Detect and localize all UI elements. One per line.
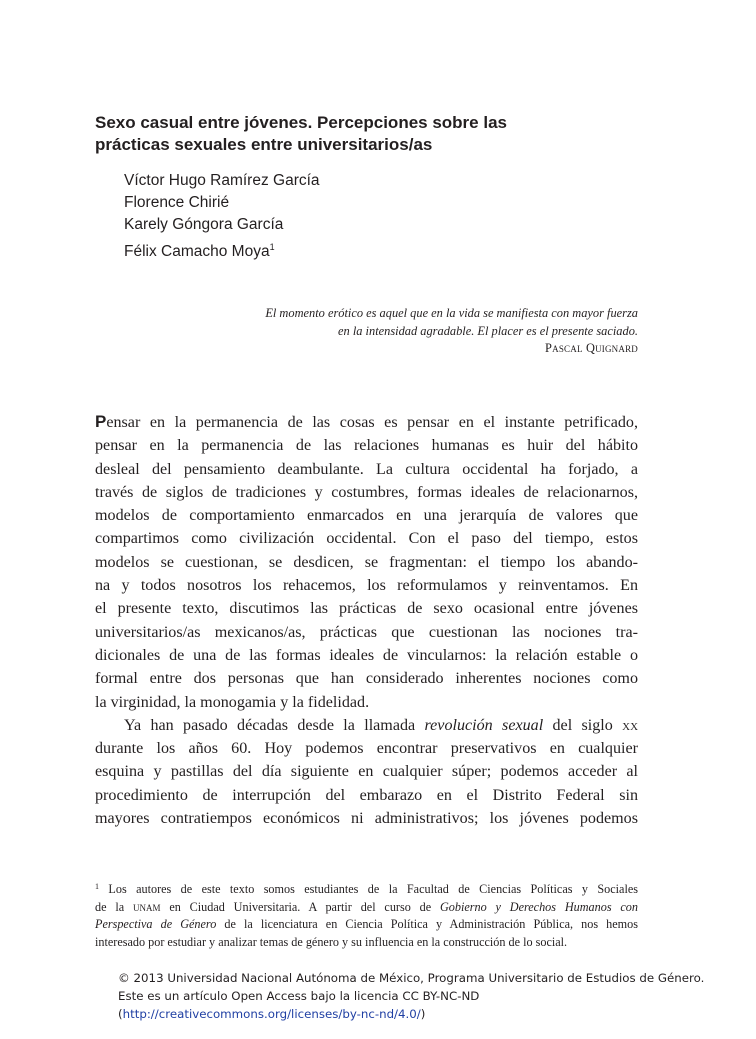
small-caps: xx xyxy=(622,716,639,734)
text-line: Ya han pasado décadas desde la llamada revolución sexual del siglo xx xyxy=(124,716,639,734)
footnote-line: $^1$ Los autores de este texto somos estudiantes de la Facultad de Ciencias Políticas y Sociales xyxy=(95,882,638,896)
author-name-with-footnote xyxy=(124,236,320,263)
text-line: durante los años 60. Hoy podemos encontrar preservativos en cualquier xyxy=(95,740,638,758)
author-name: Félix Camacho Moya xyxy=(124,243,270,260)
author-name: Karely Góngora García xyxy=(124,216,284,233)
emphasis: Perspectiva de Género xyxy=(95,917,217,932)
text-line: compartimos como civilización occidental. Con el paso del tiempo, estos xyxy=(95,530,638,548)
paragraph-2 xyxy=(95,714,638,830)
epigraph xyxy=(198,305,638,358)
article-title xyxy=(95,112,655,156)
text-line: universitarios/as mexicanos/as, prácticas que cuestionan las nociones tra- xyxy=(95,623,638,641)
footnote-line: Perspectiva de Género de la licenciatura en Ciencia Política y Administración Pública, nos hemos xyxy=(95,917,638,932)
author-list xyxy=(124,170,320,263)
title-line-2: prácticas sexuales entre universitarios/as xyxy=(95,135,433,154)
text-line: pensar en la permanencia de las relaciones humanas es huir del hábito xyxy=(95,437,638,455)
paragraph-1 xyxy=(95,410,638,714)
text-line: mayores contratiempos económicos ni administrativos; los jóvenes podemos xyxy=(95,810,638,828)
text-line: esquina y pastillas del día siguiente en cualquier súper; podemos acceder al xyxy=(95,763,638,781)
text-line: formal entre dos personas que han considerado inherentes nociones como xyxy=(95,670,638,688)
footnote-reference[interactable]: 1 xyxy=(269,242,275,252)
epigraph-quote-line: El momento erótico es aquel que en la vida se manifiesta con mayor fuerza xyxy=(265,306,638,320)
text-line: la virginidad, la monogamia y la fidelidad. xyxy=(95,693,370,711)
text-line: procedimiento de interrupción del embarazo en el Distrito Federal sin xyxy=(95,786,638,804)
footnote xyxy=(95,878,638,951)
license-notice xyxy=(118,969,705,1023)
emphasis: revolución sexual xyxy=(424,716,544,734)
author-name: Florence Chirié xyxy=(124,194,230,211)
footnote-mark: 1 xyxy=(95,882,99,891)
small-caps: unam xyxy=(132,899,161,914)
footnote-line: de la unam en Ciudad Universitaria. A partir del curso de Gobierno y Derechos Humanos con xyxy=(95,899,638,914)
text-line: desleal del pensamiento deambulante. La cultura occidental ha forjado, a xyxy=(95,460,638,478)
text-line: na y todos nosotros los rehacemos, los reformulamos y reinventamos. En xyxy=(95,577,638,595)
text-line: dicionales de una de las formas ideales de vincularnos: la relación estable o xyxy=(95,646,638,664)
text-line: modelos se cuestionan, se desdicen, se fragmentan: el tiempo los abando- xyxy=(95,553,638,571)
text-line: través de siglos de tradiciones y costumbres, formas ideales de relacionarnos, xyxy=(95,483,638,501)
title-line-1: Sexo casual entre jóvenes. Percepciones sobre las xyxy=(95,113,507,132)
text-line: Pensar en la permanencia de las cosas es pensar en el instante petrificado, xyxy=(95,412,638,431)
license-url-link[interactable]: http://creativecommons.org/licenses/by-nc-nd/4.0/ xyxy=(122,1007,421,1021)
emphasis: Gobierno y Derechos Humanos con xyxy=(439,899,638,914)
epigraph-quote-line: en la intensidad agradable. El placer es el presente saciado. xyxy=(338,323,638,338)
license-link-line: (http://creativecommons.org/licenses/by-nc-nd/4.0/) xyxy=(118,1007,426,1021)
copyright-line: © 2013 Universidad Nacional Autónoma de México, Programa Universitario de Estudios de Género. xyxy=(118,971,705,985)
author-name: Víctor Hugo Ramírez García xyxy=(124,172,320,189)
drop-cap: P xyxy=(95,412,107,431)
article-body xyxy=(95,410,638,830)
license-line: Este es un artículo Open Access bajo la licencia CC BY-NC-ND xyxy=(118,989,480,1003)
epigraph-source: Pascal Quignard xyxy=(545,341,638,355)
text-line: el presente texto, discutimos las prácticas de sexo ocasional entre jóvenes xyxy=(95,600,638,618)
footnote-line: interesado por estudiar y analizar temas de género y su influencia en la construcción de lo social. xyxy=(95,934,568,949)
text-line: modelos de comportamiento enmarcados en una jerarquía de valores que xyxy=(95,507,638,525)
